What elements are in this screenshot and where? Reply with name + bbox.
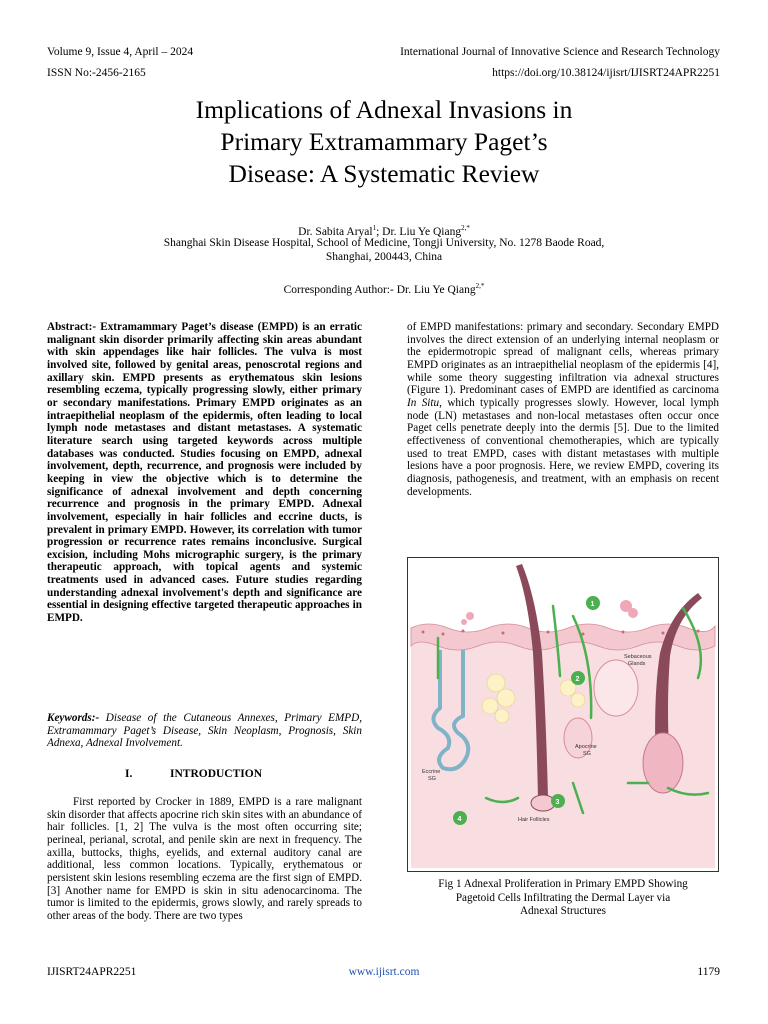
author-2-sup: 2,*	[461, 224, 470, 232]
page-number: 1179	[697, 966, 720, 978]
journal-name: International Journal of Innovative Science and Research Technology	[400, 46, 720, 58]
right-text-1: of EMPD manifestations: primary and secondary. Secondary EMPD involves the direct extension of an underlying internal neoplasm or the epidermotropic spread of malignant cells, whereas primary EMPD originates as an intraepithelial neoplasm of the epidermis [4], while some theory suggesting infiltration via adnexal structures (Figure 1). Predominant cases of EMPD are identified as carcinoma	[407, 321, 719, 397]
keywords	[47, 712, 362, 750]
marker-3-label: 3	[555, 799, 560, 806]
figure-1	[407, 557, 719, 872]
abstract-label: Abstract:-	[47, 321, 101, 333]
caption-line-2: Pagetoid Cells Infiltrating the Dermal Layer via	[455, 891, 671, 904]
author-1-sup: 1	[372, 224, 377, 232]
section-number: I.	[125, 768, 133, 780]
section-title: INTRODUCTION	[170, 768, 263, 780]
corresponding-sup: 2,*	[475, 282, 485, 290]
figure-caption	[407, 878, 719, 919]
caption-line-3: Adnexal Structures	[519, 905, 607, 917]
volume-info: Volume 9, Issue 4, April – 2024	[47, 46, 194, 58]
abstract-text: Extramammary Paget’s disease (EMPD) is an erratic malignant skin disorder primarily affecting skin areas abundant with skin appendages like hair follicles. The vulva is most involved site, followed by genital areas, penoscrotal regions and axillary skin. EMPD presents as erythematous skin lesions resembling eczema, typically progressing slowly, either primary or secondary manifestations. Primary EMPD originates as an intraepithelial neoplasm of the epidermis, often leading to local lymph node metastases and distant metastases. A systematic literature search using targeted keywords across multiple databases was conducted. Studies focusing on EMPD, adnexal involvement, depth, recurrence, and prognosis were included by keeping in view the objective which is to determine the significance of adnexal involvement and depth concerning recurrence and prognosis in the primary EMPD. Adnexal involvement, especially in hair follicles and eccrine ducts, is prevalent in primary EMPD. However, its correlation with tumor progression or recurrence rates remains inconclusive. Surgical excision, including Mohs micrographic surgery, is the primary therapeutic approach, with topical agents and systemic treatments used in advanced cases. Future studies regarding understanding adnexal involvement's depth and significance are essential in designing effective targeted therapeutic approaches in EMPD.	[47, 321, 363, 625]
label-apocrine-2: SG	[583, 751, 591, 757]
footer-id: IJISRT24APR2251	[47, 966, 137, 978]
label-eccrine-1: Eccrine	[422, 769, 441, 775]
title-line-1: Implications of Adnexal Invasions in	[195, 95, 573, 124]
label-sebaceous-2: Glands	[628, 661, 646, 667]
label-sebaceous-1: Sebaceous	[624, 654, 652, 660]
skin-diagram	[408, 558, 718, 871]
label-apocrine-1: Apocrine	[575, 744, 597, 750]
caption-line-1: Fig 1 Adnexal Proliferation in Primary EMPD Showing	[438, 878, 688, 890]
affiliation-line-1: Shanghai Skin Disease Hospital, School of Medicine, Tongji University, No. 1278 Baode Road,	[163, 237, 605, 249]
issn: ISSN No:-2456-2165	[47, 67, 146, 79]
doi-link[interactable]: https://doi.org/10.38124/ijisrt/IJISRT24APR2251	[492, 67, 720, 79]
affiliation-line-2: Shanghai, 200443, China	[325, 251, 443, 263]
corresponding-text: Corresponding Author:- Dr. Liu Ye Qiang	[283, 283, 476, 296]
keywords-label: Keywords:-	[47, 712, 106, 724]
marker-1-label: 1	[590, 601, 595, 608]
marker-4-label: 4	[457, 816, 462, 823]
title-line-2: Primary Extramammary Paget’s	[220, 127, 548, 156]
in-situ-italic: In Situ	[407, 396, 440, 409]
footer-website-link[interactable]: www.ijisrt.com	[348, 966, 420, 978]
marker-2-label: 2	[575, 676, 580, 683]
paper-title	[0, 94, 768, 190]
label-eccrine-2: SG	[428, 776, 436, 782]
right-column-text	[407, 321, 719, 498]
title-line-3: Disease: A Systematic Review	[228, 159, 540, 188]
sebaceous-gland	[594, 660, 638, 716]
label-hair-follicles: Hair Follicles	[518, 817, 550, 823]
right-text-2: , which typically progresses slowly. However, local lymph node (LN) metastases and non-local metastases often occur once Paget cells penetrate deeply into the dermis [5]. Due to the limited effectiveness of conventional chemotherapies, which are typically used to treat EMPD, cases with distant metastases with multiple lesions have a poor prognosis. Here, we review EMPD, covering its diagnosis, pathogenesis, and treatment, with an emphasis on recent developments.	[407, 396, 719, 498]
keywords-text: Disease of the Cutaneous Annexes, Primary EMPD, Extramammary Paget’s Disease, Skin Neoplasm, Prognosis, Skin Adnexa, Adnexal Involvement.	[47, 712, 362, 750]
intro-paragraph: First reported by Crocker in 1889, EMPD is a rare malignant skin disorder that affects apocrine rich skin sites with an abundance of hair follicles. [1, 2] The vulva is the most often occurring site; perineal, perianal, scrotal, and penile skin are next in frequency. The axilla, buttocks, thighs, eyelids, and external auditory canal are additional, less common locations. Typically, erythematous or persistent skin lesions resembling eczema are the first sign of EMPD. [3] Another name for EMPD is skin in situ adenocarcinoma. The tumor is limited to the epidermis, grows slowly, and rarely spreads to other areas of the body. There are two types	[47, 796, 362, 922]
follicle-sheath	[643, 733, 683, 793]
author-sep: ; Dr. Liu Ye Qiang	[376, 225, 462, 238]
author-1: Dr. Sabita Aryal	[298, 225, 373, 238]
corresponding-author	[0, 279, 768, 297]
abstract	[47, 321, 362, 625]
